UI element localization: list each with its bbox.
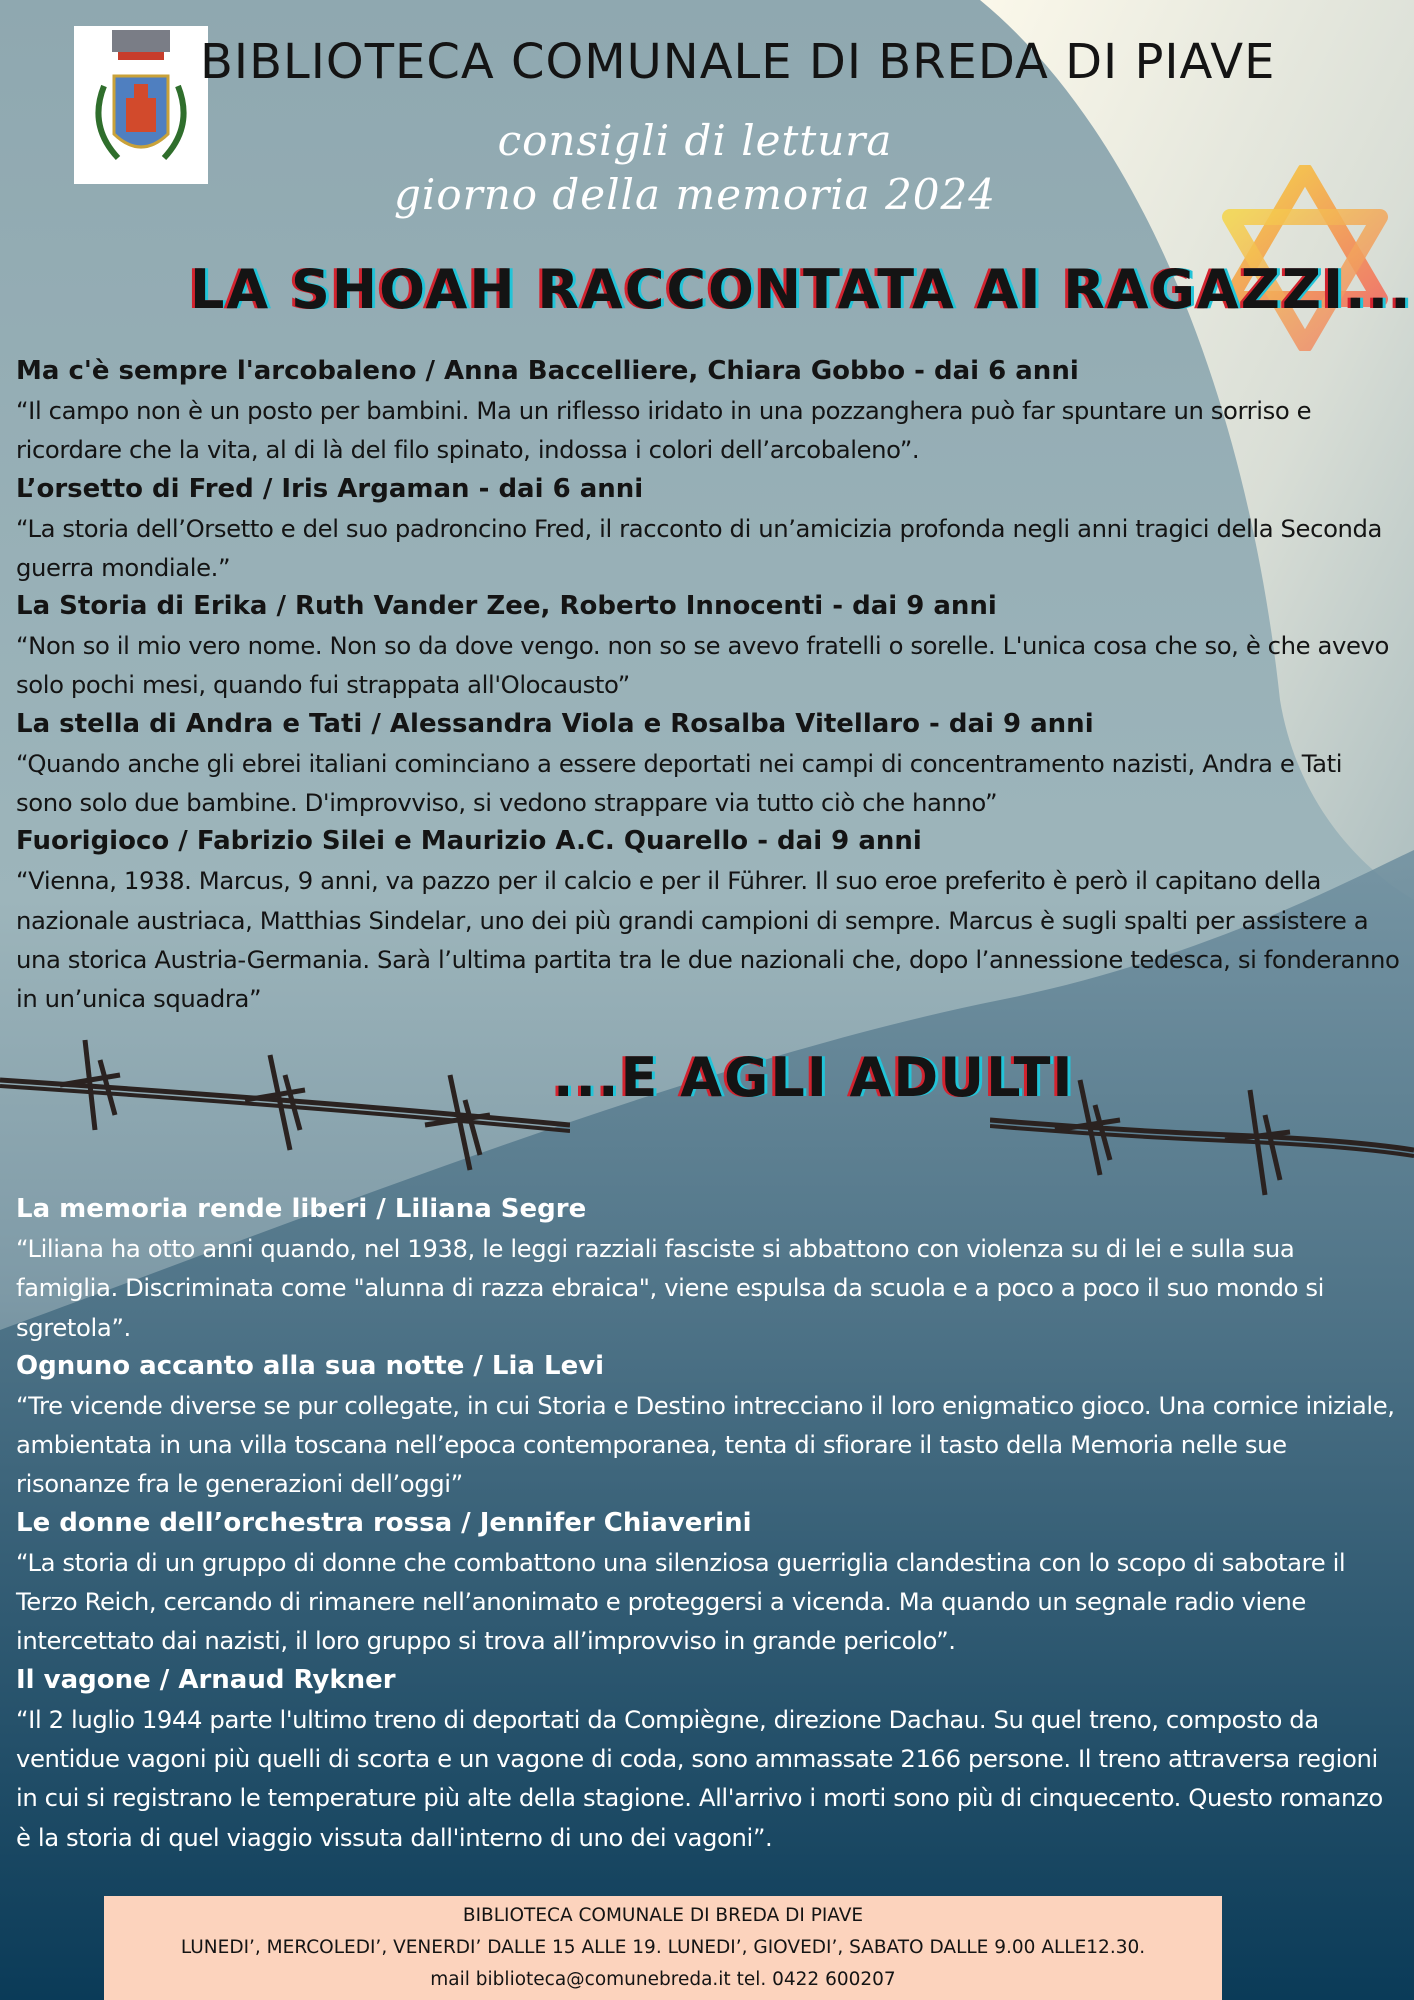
book-description: “Quando anche gli ebrei italiani cominciano a essere deportati nei campi di concentramento nazisti, Andra e Tati sono solo due bambine. D'improvviso, si vedono strappare via tutto ciò che hanno” bbox=[16, 748, 1343, 818]
footer-opening-hours: LUNEDI’, MERCOLEDI’, VENERDI’ DALLE 15 ALLE 19. LUNEDI’, GIOVEDI’, SABATO DALLE 9.00 ALLE12.30. bbox=[180, 1937, 1146, 1958]
adults-section-heading: ...E AGLI ADULTI bbox=[553, 1046, 1075, 1109]
book-entry bbox=[16, 822, 1401, 1018]
barbed-wire-right-icon bbox=[990, 1070, 1414, 1210]
book-description: “Tre vicende diverse se pur collegate, in cui Storia e Destino intrecciano il loro enigmatico gioco. Una cornice iniziale, ambientata in una villa toscana nell’epoca contemporanea, tenta di sfiorare il tasto della Memoria nelle sue risonanze fra le generazioni dell’oggi” bbox=[16, 1390, 1395, 1499]
book-description: “Liliana ha otto anni quando, nel 1938, le leggi razziali fasciste si abbattono con violenza su di lei e sulla sua famiglia. Discriminata come "alunna di razza ebraica", viene espulsa da scuola e a poco a poco il suo mondo si sgretola”. bbox=[16, 1234, 1325, 1342]
book-title: La stella di Andra e Tati / Alessandra Viola e Rosalba Vitellaro - dai 9 anni bbox=[16, 708, 1094, 739]
town-coat-of-arms bbox=[74, 26, 208, 184]
book-entry bbox=[16, 1190, 1401, 1347]
kids-section-heading: LA SHOAH RACCONTATA AI RAGAZZI... bbox=[190, 258, 1413, 321]
footer-contacts: mail biblioteca@comunebreda.it tel. 0422 600207 bbox=[430, 1969, 896, 1990]
book-description: “La storia di un gruppo di donne che combattono una silenziosa guerriglia clandestina con lo scopo di sabotare il Terzo Reich, cercando di rimanere nell’anonimato e proteggersi a vicenda. Ma quando un segnale radio viene intercettato dai nazisti, il loro gruppo si trova all’improvviso in grande pericolo”. bbox=[16, 1547, 1346, 1656]
adults-book-list bbox=[16, 1190, 1401, 1857]
book-description: “La storia dell’Orsetto e del suo padroncino Fred, il racconto di un’amicizia profonda negli anni tragici della Seconda guerra mondiale.” bbox=[16, 513, 1383, 582]
book-entry bbox=[16, 705, 1401, 823]
book-entry bbox=[16, 352, 1401, 470]
book-description: “Non so il mio vero nome. Non so da dove vengo. non so se avevo fratelli o sorelle. L'unica cosa che so, è che avevo solo pochi mesi, quando fui strappata all'Olocausto” bbox=[16, 631, 1389, 700]
book-title: Ognuno accanto alla sua notte / Lia Levi bbox=[16, 1350, 605, 1381]
footer-library-name: BIBLIOTECA COMUNALE DI BREDA DI PIAVE bbox=[462, 1905, 864, 1926]
subtitle-line1: consigli di lettura bbox=[497, 116, 893, 165]
book-description: “Vienna, 1938. Marcus, 9 anni, va pazzo per il calcio e per il Führer. Il suo eroe preferito è però il capitano della nazionale austriaca, Matthias Sindelar, uno dei più grandi campioni di sempre. Marcus è sugli spalti per assistere a una storica Austria-Germania. Sarà l’ultima partita tra le due nazionali che, dopo l’annessione tedesca, si fonderanno in un’unica squadra” bbox=[16, 866, 1400, 1014]
book-entry bbox=[16, 470, 1401, 588]
book-entry bbox=[16, 1347, 1401, 1504]
book-title: La memoria rende liberi / Liliana Segre bbox=[16, 1194, 587, 1224]
subtitle-line2: giorno della memoria 2024 bbox=[394, 170, 996, 219]
barbed-wire-left-icon bbox=[0, 1030, 570, 1180]
book-entry bbox=[16, 1504, 1401, 1661]
book-description: “Il campo non è un posto per bambini. Ma un riflesso iridato in una pozzanghera può far spuntare un sorriso e ricordare che la vita, al di là del filo spinato, indossa i colori dell’arcobaleno”. bbox=[16, 396, 1312, 465]
book-title: Le donne dell’orchestra rossa / Jennifer Chiaverini bbox=[16, 1507, 752, 1538]
book-entry bbox=[16, 587, 1401, 705]
book-description: “Il 2 luglio 1944 parte l'ultimo treno di deportati da Compiègne, direzione Dachau. Su quel treno, composto da ventidue vagoni più quelli di scorta e un vagone di coda, sono ammassate 2166 persone. Il treno attraversa regioni in cui si registrano le temperature più alte della stagione. All'arrivo i morti sono più di cinquecento. Questo romanzo è la storia di quel viaggio vissuta dall'interno di uno dei vagoni”. bbox=[16, 1704, 1383, 1852]
kids-book-list bbox=[16, 352, 1401, 1019]
book-title: La Storia di Erika / Ruth Vander Zee, Roberto Innocenti - dai 9 anni bbox=[16, 591, 997, 622]
book-title: L’orsetto di Fred / Iris Argaman - dai 6 anni bbox=[16, 473, 644, 504]
book-entry bbox=[16, 1661, 1401, 1857]
book-title: Il vagone / Arnaud Rykner bbox=[16, 1664, 396, 1695]
footer-info-box bbox=[104, 1896, 1222, 2000]
library-name: BIBLIOTECA COMUNALE DI BREDA DI PIAVE bbox=[200, 34, 1276, 90]
book-title: Fuorigioco / Fabrizio Silei e Maurizio A.C. Quarello - dai 9 anni bbox=[16, 826, 922, 857]
book-title: Ma c'è sempre l'arcobaleno / Anna Baccelliere, Chiara Gobbo - dai 6 anni bbox=[16, 356, 1079, 386]
